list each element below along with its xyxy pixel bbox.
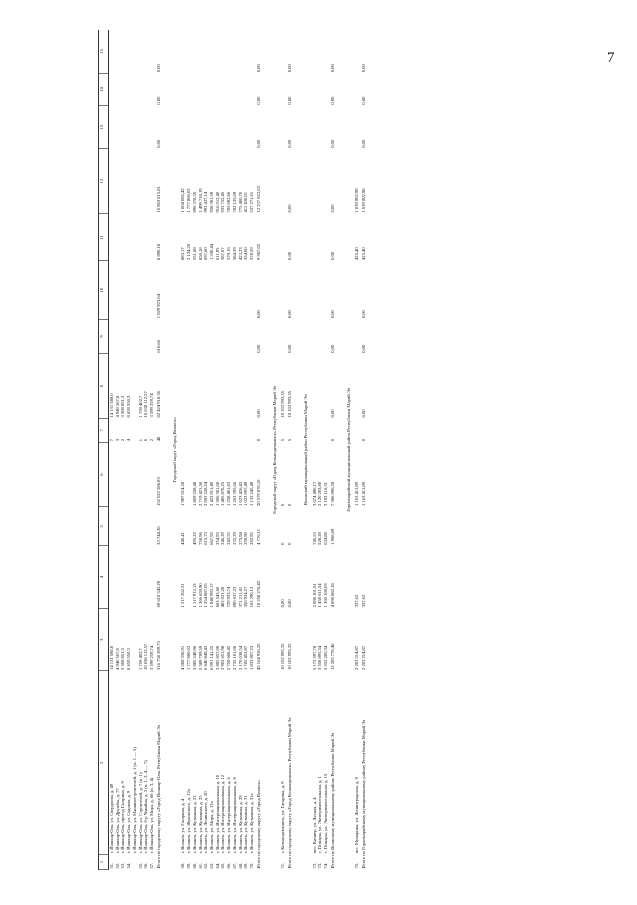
total-value-cell: 337,62 — [360, 594, 366, 608]
total-value-cell: 4 776,11 — [255, 528, 261, 545]
total-row — [360, 30, 370, 870]
address-cell: г. Волжск, ул. Кузьмина, д. 23 — [191, 795, 197, 854]
row-number: 63. — [209, 862, 215, 869]
repair-program-table — [98, 30, 374, 870]
value-cell: 615,73 — [203, 532, 209, 545]
header-cell: 7 — [99, 419, 109, 443]
total-row — [286, 30, 296, 870]
value-cell: 634,88 — [323, 532, 329, 545]
value-cell: 2 759 608,45 — [226, 645, 232, 670]
value-cell: 6 640 849,43 — [203, 645, 209, 670]
address-cell: г. Волжск, ул. Кузьмина, д. 29 — [237, 795, 243, 854]
total-row — [329, 30, 339, 870]
header-cell: 9 — [99, 319, 109, 354]
address-cell: г. Волжск, ул. Интернациональная, д. 6 — [226, 777, 232, 854]
address-cell: пос. Кичиер, ул. Лесная, д. 4 — [311, 797, 317, 854]
value-cell: 1 004 082,42 — [180, 188, 186, 213]
value-cell: 163 290,13 — [249, 586, 255, 608]
total-value-cell: 0,00 — [360, 139, 366, 148]
value-cell: 425,40 — [354, 247, 360, 260]
total-value-cell: 10 102 993,35 — [287, 391, 293, 418]
value-cell: 14 131 588,0 — [109, 393, 114, 418]
total-value-cell: 0,00 — [255, 96, 261, 105]
total-value-cell: 0,00 — [287, 344, 293, 353]
value-cell: 1 485 878,25 — [220, 481, 226, 506]
value-cell: 1 023 097,49 — [243, 481, 249, 506]
value-cell: 254,93 — [214, 532, 220, 545]
value-cell: 611,95 — [214, 247, 220, 260]
total-value-cell: 4 896 882,18 — [329, 583, 335, 608]
total-value-cell: 0,00 — [329, 64, 335, 73]
address-cell: с. Помары, ул. Экспериментальная, д. 15 — [323, 773, 329, 854]
value-cell: 446,41 — [180, 532, 186, 545]
address-cell: г. Волжск, ул. Кузьмина, д. 31а — [249, 793, 255, 854]
value-cell: 1 023 426,43 — [237, 481, 243, 506]
value-cell: 6 — [143, 438, 149, 442]
value-cell: 3 508 851,3 — [120, 648, 126, 670]
value-cell: 0 — [280, 503, 286, 506]
address-cell: с. Помары, ул. Экспериментальная, д. 1 — [317, 776, 323, 854]
total-value-cell: 0,00 — [155, 96, 161, 105]
section-heading-row — [269, 30, 281, 870]
address-cell: г. Козьмодемьянск, ул. Гагарина, д. 9 — [280, 781, 286, 854]
value-cell: 4 — [126, 438, 132, 442]
value-cell: 232,29 — [231, 532, 237, 545]
total-label: Итого по городскому округу «Город Козьмодемьянск» Республики Марий Эл — [287, 717, 293, 869]
total-value-cell: 0,00 — [255, 139, 261, 148]
header-cell: 8 — [99, 354, 109, 419]
value-cell: 992 427,14 — [203, 191, 209, 213]
value-cell: 1 987 014,28 — [180, 481, 186, 506]
value-cell: 0 — [280, 542, 286, 545]
value-cell: 1 848 992,17 — [209, 583, 215, 608]
section-title: Городской округ «Город Козьмодемьянск» Республики Марий Эл — [271, 385, 277, 514]
row-number: 70. — [249, 862, 255, 869]
value-cell: 1 039 802,98 — [354, 188, 360, 213]
value-cell: 10 638 112,57 — [143, 391, 149, 418]
total-value-cell: 0,00 — [155, 64, 161, 73]
value-cell: 243,55 — [226, 532, 232, 545]
value-cell: 2 170 038,54 — [237, 645, 243, 670]
header-cell: 3 — [99, 608, 109, 671]
value-cell: 411 430,81 — [243, 192, 249, 213]
value-cell: 5 — [280, 438, 286, 442]
total-value-cell: 10 258 276,42 — [255, 580, 261, 608]
value-cell: 1 759 402,7 — [137, 648, 143, 670]
value-cell: 3 599 259,74 — [149, 393, 155, 418]
total-value-cell: 10 863 815,81 — [155, 186, 161, 213]
address-cell: г. Йошкар-Ола, ул. Дружбы, д. 77 — [114, 788, 120, 854]
value-cell: 1 499 718,19 — [197, 188, 203, 213]
value-cell: 663 543,60 — [214, 586, 220, 608]
total-value-cell: 1 039 802,98 — [360, 188, 366, 213]
value-cell: 1 777 860,02 — [186, 188, 192, 213]
value-cell: 1 330,44 — [209, 243, 215, 260]
section-title: Городской округ «Город Волжск» — [171, 417, 177, 483]
value-cell: 423,23 — [237, 247, 243, 260]
value-cell: 1 833 807,23 — [249, 645, 255, 670]
total-row — [155, 30, 165, 870]
value-cell: 2 — [149, 438, 155, 442]
total-value-cell: 1 829 923,64 — [155, 294, 161, 319]
total-value-cell: 0,00 — [360, 310, 366, 319]
value-cell: 1 777 860,02 — [186, 645, 192, 670]
landscape-table-sheet — [98, 30, 618, 870]
row-number: 57. — [149, 862, 155, 869]
header-cell: 5 — [99, 507, 109, 546]
total-label: Итого по Волжскому муниципальному району Республики Марий Эл — [329, 732, 335, 869]
value-cell: 2 088 101,61 — [311, 583, 317, 608]
value-cell: 495,22 — [191, 532, 197, 545]
total-value-cell — [360, 507, 370, 546]
address-cell: г. Йошкар-Ола, ул. Садовая, д. 9 — [126, 790, 132, 854]
address-cell: г. Волжск, ул. Интернациональная, д. 10 — [214, 774, 220, 854]
address-cell: г. Йошкар-Ола, ул. Строителей, д. 7 (п. 1) — [137, 772, 143, 854]
total-value-cell: 0,00 — [329, 310, 335, 319]
address-cell: пгт. Мумарина, ул. Ленинградская, д. 9 — [354, 777, 360, 854]
total-value-cell: 48 — [155, 436, 161, 442]
total-value-cell: 0,00 — [360, 64, 366, 73]
row-number: 52. — [114, 862, 120, 869]
row-number: 60. — [191, 862, 197, 869]
total-value-cell: 0,00 — [287, 204, 293, 213]
value-cell: 10 638 112,57 — [143, 643, 149, 670]
address-cell: г. Волжск, ул. Мира, д. 13а — [209, 801, 215, 854]
value-cell: 3 558 895,34 — [317, 645, 323, 670]
total-value-cell: 425,40 — [360, 247, 366, 260]
total-value-cell: 0,00 — [287, 64, 293, 73]
row-number: 59. — [186, 862, 192, 869]
row-number: 51. — [109, 862, 114, 869]
total-value-cell: 82 424 918,36 — [155, 391, 161, 418]
section-heading-row — [169, 30, 181, 870]
address-cell: г. Йошкар-Ола, ул. Машиностроителей, д. 1 (п. 1 — 5) — [131, 747, 137, 854]
row-number: 69. — [243, 862, 249, 869]
value-cell: 782 135,09 — [231, 191, 237, 213]
row-number: 75. — [354, 862, 360, 869]
value-cell: 10 102 993,35 — [280, 391, 286, 418]
total-value-cell: 45 164 936,25 — [255, 643, 261, 670]
row-number: 73. — [317, 862, 323, 869]
total-value-cell: 0,00 — [255, 409, 261, 418]
value-cell: 2 192 116,31 — [323, 482, 329, 506]
header-cell: 4 — [99, 546, 109, 609]
value-cell: 1 163 411,89 — [354, 482, 360, 506]
total-value-cell: 0 — [360, 438, 366, 442]
value-cell: 528,28 — [317, 532, 323, 545]
total-value-cell: 0,00 — [287, 310, 293, 319]
value-cell: 2 719 421,50 — [197, 481, 203, 506]
value-cell: 1 263 395,66 — [231, 481, 237, 506]
value-cell: 579,16 — [226, 247, 232, 260]
header-cell: 14 — [99, 73, 109, 105]
value-cell: 275,94 — [237, 532, 243, 545]
spacer-row — [370, 30, 374, 870]
value-cell: 729 933,74 — [226, 586, 232, 608]
row-number: 64. — [214, 862, 220, 869]
total-value-cell: 10 102 993,35 — [287, 643, 293, 670]
value-cell: 4 940 567,8 — [114, 395, 120, 418]
value-cell: 785 082,86 — [226, 191, 232, 213]
value-cell: 7 — [109, 438, 114, 442]
row-number: 68. — [237, 862, 243, 869]
address-cell: г. Волжск, ул. Ленинского, д. 20 — [203, 791, 209, 854]
address-cell: г. Волжск, ул. Кузьмина, д. 31 — [243, 795, 249, 854]
value-cell: 551,68 — [191, 247, 197, 260]
value-cell: 587,07 — [220, 247, 226, 260]
address-cell: г. Волжск, ул. Интернациональная, д. 8 — [231, 777, 237, 854]
total-value-cell: 12 283 778,46 — [329, 643, 335, 670]
total-value-cell: 0 — [287, 542, 293, 545]
value-cell: 378,59 — [249, 247, 255, 260]
value-cell: 246,29 — [220, 532, 226, 545]
value-cell: 2 735 181,00 — [231, 645, 237, 670]
value-cell: 2 — [120, 438, 126, 442]
header-cell: 13 — [99, 106, 109, 149]
value-cell: 1 258 401,83 — [226, 481, 232, 506]
value-cell: 916 012,40 — [214, 191, 220, 213]
value-cell: 8 659 550,3 — [126, 648, 132, 670]
value-cell: 5 589 799,59 — [197, 645, 203, 670]
section-heading-row — [343, 30, 355, 870]
total-value-cell: 0,00 — [329, 409, 335, 418]
total-value-cell: 7 386 896,28 — [329, 481, 335, 506]
value-cell: 933 752,45 — [220, 191, 226, 213]
total-label: Итого по Горномарийскому муниципальному району Республики Марий Эл — [360, 719, 366, 869]
value-cell: 896 378,35 — [191, 191, 197, 213]
total-value-cell: 0 — [255, 438, 261, 442]
total-value-cell: 0,00 — [287, 251, 293, 260]
total-value-cell: 0,00 — [329, 344, 335, 353]
value-cell: 1 133 245,49 — [249, 481, 255, 506]
total-value-cell: 8 890,18 — [155, 243, 161, 260]
total-value-cell: 0,00 — [287, 599, 293, 608]
row-number: 58. — [180, 862, 186, 869]
value-cell: 1 869 258,48 — [191, 481, 197, 506]
address-cell: г. Йошкар-Ола, ул. Мира, д. 68 (п. 3, 4) — [149, 777, 155, 854]
header-cell: 12 — [99, 149, 109, 214]
total-value-cell: 12 237 822,63 — [255, 186, 261, 213]
total-value-cell: 0,00 — [360, 344, 366, 353]
value-cell: 1 217 262,21 — [180, 583, 186, 608]
value-cell: 4 208 336,91 — [180, 645, 186, 670]
row-number: 72. — [311, 862, 317, 869]
value-cell: 690 637,23 — [231, 586, 237, 608]
total-value-cell: 0 — [329, 438, 335, 442]
total-value-cell: 0,00 — [255, 64, 261, 73]
value-cell: 584,39 — [231, 247, 237, 260]
value-cell: 2 203 214,87 — [354, 645, 360, 670]
total-value-cell: 33 744,36 — [155, 526, 161, 545]
section-title: Волжский муниципальный район Республики Марий Эл — [302, 394, 308, 506]
value-cell: 6 091 141,25 — [209, 645, 215, 670]
total-value-cell: 0,00 — [329, 139, 335, 148]
total-value-cell: 20 579 878,16 — [255, 479, 261, 506]
value-cell: 667,92 — [209, 532, 215, 545]
header-cell: 11 — [99, 214, 109, 261]
row-number: 62. — [203, 862, 209, 869]
total-value-cell: 0,00 — [329, 204, 335, 213]
value-cell: 4 940 567,8 — [114, 648, 120, 670]
value-cell: 3 552 285,34 — [323, 645, 329, 670]
header-cell: 2 — [99, 671, 109, 854]
value-cell: 850,18 — [197, 247, 203, 260]
value-cell: 2 093 528,24 — [203, 481, 209, 506]
row-number: 67. — [231, 862, 237, 869]
value-cell: 775 400,70 — [237, 191, 243, 213]
value-cell: 2 902 651,98 — [220, 645, 226, 670]
address-cell: г. Волжск, ул. Кузьмина, д. 25 — [197, 795, 203, 854]
section-title: Горномарийский муниципальный район Республики Марий Эл — [345, 387, 351, 512]
total-value-cell: 2 203 214,87 — [360, 645, 366, 670]
value-cell: 371 211,41 — [237, 586, 243, 608]
total-value-cell: 0,00 — [329, 96, 335, 105]
header-cell: 6 — [99, 442, 109, 507]
value-cell: 350 924,57 — [243, 586, 249, 608]
value-cell: 697,60 — [203, 247, 209, 260]
value-cell: 2 120 283,80 — [317, 481, 323, 506]
header-cell: 1 — [99, 854, 109, 869]
total-value-cell: 0,00 — [255, 310, 261, 319]
total-value-cell: 0,00 — [329, 251, 335, 260]
total-value-cell: 316 758 289,75 — [155, 641, 161, 670]
value-cell: 745,53 — [311, 532, 317, 545]
value-cell: 537 271,61 — [249, 191, 255, 213]
header-cell: 15 — [99, 30, 109, 73]
header-row — [99, 30, 109, 870]
total-value-cell: 69 618 345,29 — [155, 580, 161, 608]
value-cell: 1 438 611,54 — [317, 583, 323, 608]
header-cell: 10 — [99, 261, 109, 319]
address-cell: г. Йошкар-Ола, б-р Чавайна, д. 3 (п. 1, 2, 4 — 7) — [143, 760, 149, 854]
value-cell: 0,00 — [280, 599, 286, 608]
value-cell: 938 301,59 — [209, 191, 215, 213]
value-cell: 2 885 857,00 — [214, 645, 220, 670]
value-cell: 750,96 — [197, 532, 203, 545]
address-cell: г. Йошкар-Ола, ул. Свердлова, д. 49 — [109, 783, 114, 854]
section-heading-row — [300, 30, 312, 870]
row-number: 53. — [120, 862, 126, 869]
address-cell: г. Йошкар-Ола, проезд Гагарина, д. 9 — [120, 781, 126, 854]
value-cell: 259,90 — [243, 532, 249, 545]
value-cell: 337,62 — [354, 594, 360, 608]
value-cell: 2 134,26 — [186, 243, 192, 260]
value-cell: 2 423 911,49 — [209, 482, 215, 506]
row-number: 61. — [197, 862, 203, 869]
row-number: 71. — [280, 862, 286, 869]
value-cell: 3 074 496,17 — [311, 481, 317, 506]
total-label: Итого по городскому округу «Город Йошкар-Ола» Республики Марий Эл — [155, 724, 161, 869]
value-cell: 5 172 597,78 — [311, 645, 317, 670]
value-cell: 1 759 402,7 — [137, 395, 143, 418]
total-value-cell: 0,00 — [255, 344, 261, 353]
address-cell: г. Волжск, ул. Гагарина, д. 4 — [180, 798, 186, 854]
value-cell: 3 599 259,74 — [149, 645, 155, 670]
value-cell: 3 — [114, 438, 120, 442]
row-number: 54. — [126, 862, 132, 869]
row-number: 65. — [220, 862, 226, 869]
value-cell: 3 885 548,96 — [191, 645, 197, 670]
value-cell: 1 — [137, 438, 143, 442]
value-cell: 883,17 — [180, 247, 186, 260]
row-number: 56. — [143, 862, 149, 869]
value-cell: 14 131 588,0 — [109, 645, 114, 670]
total-value-cell: 0,00 — [155, 139, 161, 148]
value-cell: 1 117 912,13 — [191, 583, 197, 608]
value-cell: 483 021,28 — [220, 586, 226, 608]
address-cell: г. Волжск, ул. Жуковского, д. 12а — [186, 789, 192, 854]
value-cell: 1 306 301,00 — [214, 481, 220, 506]
total-value-cell: 0 — [287, 503, 293, 506]
value-cell: 282,95 — [249, 532, 255, 545]
total-value-cell: 5 — [287, 438, 293, 442]
value-cell: 1 254 887,05 — [203, 583, 209, 608]
total-value-cell: 1 908,69 — [329, 528, 335, 545]
value-cell: 1 785 452,87 — [243, 645, 249, 670]
row-number: 55. — [137, 862, 143, 869]
value-cell: 354,00 — [243, 247, 249, 260]
page-number: 7 — [607, 50, 615, 66]
value-cell: 8 659 550,3 — [126, 395, 132, 418]
value-cell: 1 366 659,90 — [197, 583, 203, 608]
row-number: 74. — [323, 862, 329, 869]
row-number: 66. — [226, 862, 232, 869]
total-value-cell: 0,00 — [360, 96, 366, 105]
value-cell: 10 102 993,35 — [280, 643, 286, 670]
value-cell: 1 360 169,03 — [323, 583, 329, 608]
spacer-cell — [370, 30, 374, 870]
total-value-cell: 0,00 — [360, 409, 366, 418]
total-row — [255, 30, 265, 870]
address-cell: г. Волжск, ул. Интернациональная, д. 12 — [220, 774, 226, 854]
total-value-cell: 0,00 — [287, 96, 293, 105]
value-cell: 3 508 851,3 — [120, 395, 126, 418]
total-label: Итого по городскому округу «Город Волжск» — [255, 779, 261, 869]
total-value-cell: 616,66 — [155, 340, 161, 353]
total-value-cell: 0,00 — [287, 139, 293, 148]
total-value-cell: 152 022 286,83 — [155, 477, 161, 506]
total-value-cell: 9 967,02 — [255, 243, 261, 260]
total-value-cell: 1 163 411,89 — [360, 482, 366, 506]
